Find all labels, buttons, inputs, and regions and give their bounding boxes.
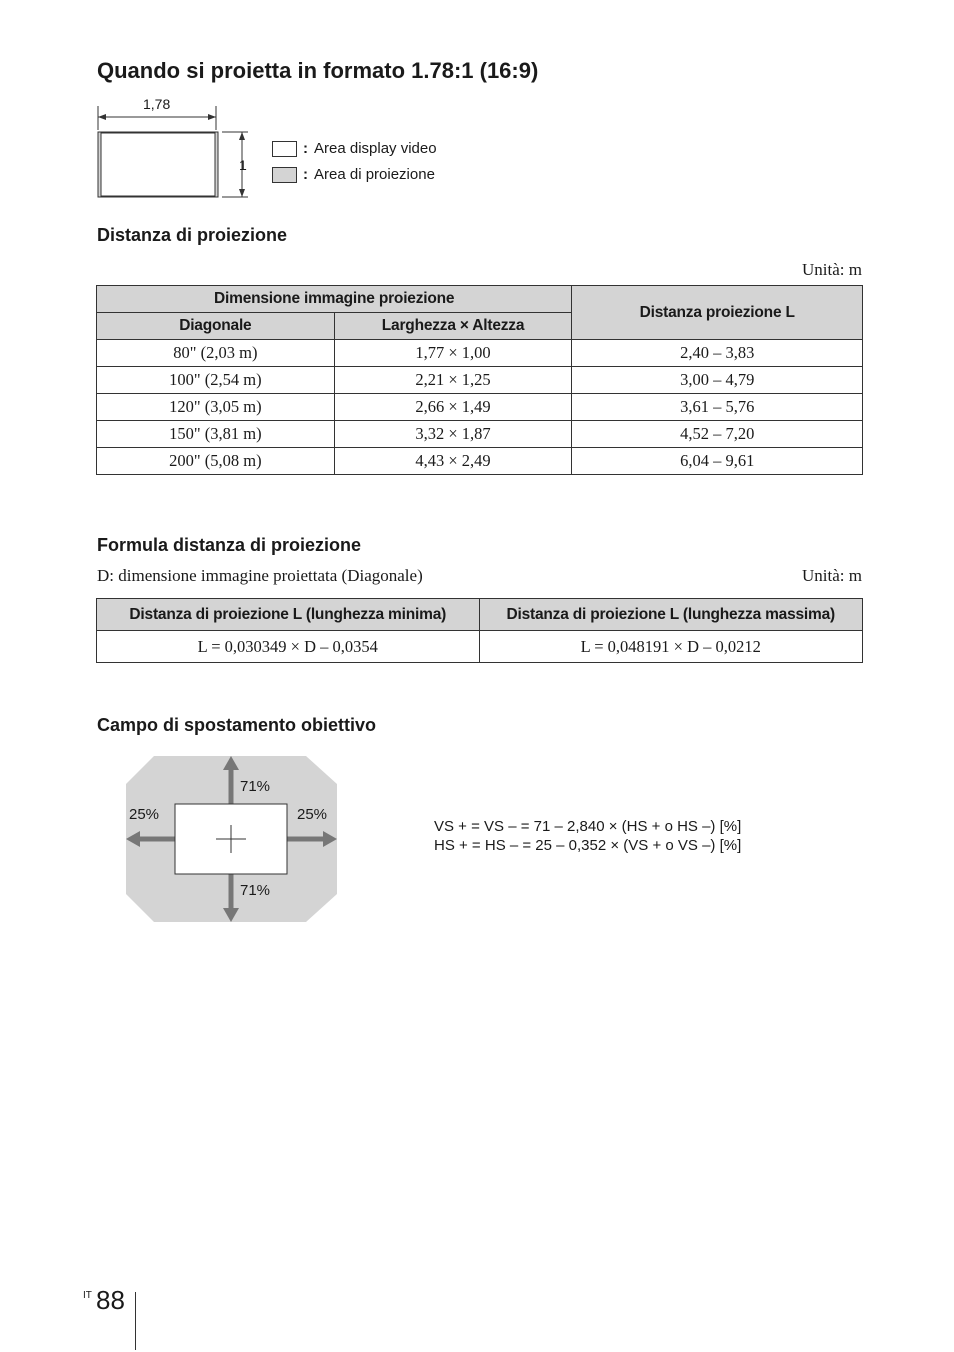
cell-diagonal: 80" (2,03 m) (97, 340, 335, 367)
formula-description: D: dimensione immagine proiettata (Diagonale) (97, 566, 423, 585)
cell-diagonal: 120" (3,05 m) (97, 394, 335, 421)
table-row (97, 340, 863, 367)
formula-max: L = 0,048191 × D – 0,0212 (479, 631, 863, 663)
table-row (97, 394, 863, 421)
formula-table (96, 598, 863, 663)
table-group-header: Dimensione immagine proiezione (97, 286, 572, 313)
legend-label: Area display video (314, 140, 437, 157)
legend-swatch-gray (272, 167, 297, 183)
formula-header-min: Distanza di proiezione L (lunghezza minima) (97, 599, 480, 631)
cell-distance: 3,61 – 5,76 (572, 394, 863, 421)
width-label: 1,78 (143, 96, 171, 112)
legend-marker: : (303, 166, 308, 183)
distance-unit: Unità: m (802, 260, 862, 279)
lens-shift-diagram (120, 752, 345, 927)
lens-shift-heading: Campo di spostamento obiettivo (97, 715, 377, 735)
language-code: IT (83, 1290, 92, 1301)
cell-size: 4,43 × 2,49 (334, 448, 572, 475)
table-header-diagonal: Diagonale (97, 313, 335, 340)
cell-size: 2,66 × 1,49 (334, 394, 572, 421)
cell-diagonal: 200" (5,08 m) (97, 448, 335, 475)
distance-table (96, 285, 863, 475)
table-row (97, 631, 863, 663)
formula-unit: Unità: m (802, 566, 862, 585)
table-row (97, 421, 863, 448)
formula-vs: VS + = VS – = 71 – 2,840 × (HS + o HS –) [%] (434, 818, 742, 835)
cell-size: 3,32 × 1,87 (334, 421, 572, 448)
cell-distance: 4,52 – 7,20 (572, 421, 863, 448)
table-row (97, 367, 863, 394)
legend-item-video-area (272, 140, 437, 157)
page-number: 88 (96, 1285, 125, 1315)
formula-min: L = 0,030349 × D – 0,0354 (97, 631, 480, 663)
cell-distance: 6,04 – 9,61 (572, 448, 863, 475)
shift-up-label: 71% (240, 778, 271, 795)
cell-distance: 2,40 – 3,83 (572, 340, 863, 367)
formula-heading: Formula distanza di proiezione (97, 535, 362, 555)
table-row (97, 448, 863, 475)
legend-item-projection-area (272, 166, 435, 183)
cell-size: 2,21 × 1,25 (334, 367, 572, 394)
footer-divider (135, 1292, 136, 1350)
legend-marker: : (303, 140, 308, 157)
cell-size: 1,77 × 1,00 (334, 340, 572, 367)
formula-header-max: Distanza di proiezione L (lunghezza massima) (479, 599, 863, 631)
legend-swatch-white (272, 141, 297, 157)
height-label: 1 (239, 157, 247, 173)
shift-left-label: 25% (129, 806, 160, 823)
page-title: Quando si proietta in formato 1.78:1 (16:9) (97, 58, 539, 83)
cell-diagonal: 150" (3,81 m) (97, 421, 335, 448)
cell-distance: 3,00 – 4,79 (572, 367, 863, 394)
shift-right-label: 25% (297, 806, 328, 823)
formula-hs: HS + = HS – = 25 – 0,352 × (VS + o VS –) [%] (434, 837, 742, 854)
aspect-ratio-diagram (92, 96, 262, 206)
table-header-distance: Distanza proiezione L (572, 286, 863, 340)
distance-heading: Distanza di proiezione (97, 225, 288, 245)
cell-diagonal: 100" (2,54 m) (97, 367, 335, 394)
legend-label: Area di proiezione (314, 166, 435, 183)
shift-down-label: 71% (240, 882, 271, 899)
table-header-size: Larghezza × Altezza (334, 313, 572, 340)
